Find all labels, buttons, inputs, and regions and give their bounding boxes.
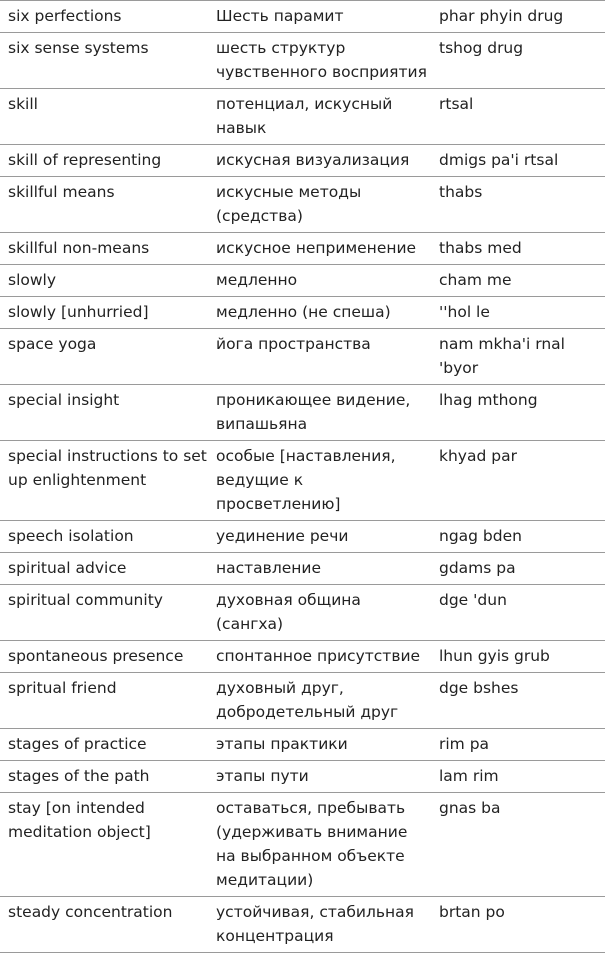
table-row	[0, 793, 605, 897]
english-term: spiritual advice	[8, 559, 127, 577]
english-term-cell	[0, 233, 208, 265]
tibetan-term: brtan po	[439, 903, 505, 921]
tibetan-term: nam mkha'i rnal 'byor	[439, 335, 565, 377]
english-term-cell	[0, 521, 208, 553]
tibetan-term-cell	[431, 385, 605, 441]
russian-translation-cell	[208, 673, 431, 729]
table-row	[0, 641, 605, 673]
russian-translation-cell	[208, 761, 431, 793]
tibetan-term-cell	[431, 329, 605, 385]
russian-translation-cell	[208, 385, 431, 441]
english-term-cell	[0, 441, 208, 521]
tibetan-term: rtsal	[439, 95, 474, 113]
table-row	[0, 385, 605, 441]
english-term-cell	[0, 1, 208, 33]
russian-translation: устойчивая, стабильная концентрация	[216, 903, 415, 945]
russian-translation: медленно (не спеша)	[216, 303, 391, 321]
table-row	[0, 177, 605, 233]
table-row	[0, 33, 605, 89]
english-term-cell	[0, 793, 208, 897]
russian-translation: йога пространства	[216, 335, 371, 353]
english-term: slowly [unhurried]	[8, 303, 149, 321]
tibetan-term-cell	[431, 33, 605, 89]
table-row	[0, 553, 605, 585]
english-term: skillful means	[8, 183, 115, 201]
tibetan-term: gdams pa	[439, 559, 516, 577]
english-term-cell	[0, 641, 208, 673]
english-term: speech isolation	[8, 527, 134, 545]
english-term-cell	[0, 673, 208, 729]
english-term: spiritual community	[8, 591, 163, 609]
table-row	[0, 233, 605, 265]
russian-translation-cell	[208, 641, 431, 673]
english-term: slowly	[8, 271, 57, 289]
english-term: spritual friend	[8, 679, 117, 697]
russian-translation-cell	[208, 89, 431, 145]
russian-translation-cell	[208, 177, 431, 233]
english-term-cell	[0, 297, 208, 329]
english-term: spontaneous presence	[8, 647, 184, 665]
russian-translation-cell	[208, 441, 431, 521]
russian-translation: искусные методы (средства)	[216, 183, 362, 225]
russian-translation-cell	[208, 297, 431, 329]
table-row	[0, 329, 605, 385]
tibetan-term: lhun gyis grub	[439, 647, 550, 665]
table-row	[0, 1, 605, 33]
russian-translation: этапы практики	[216, 735, 348, 753]
tibetan-term: lhag mthong	[439, 391, 538, 409]
table-row	[0, 521, 605, 553]
russian-translation: наставление	[216, 559, 322, 577]
english-term: skill	[8, 95, 38, 113]
table-row	[0, 761, 605, 793]
tibetan-term-cell	[431, 585, 605, 641]
russian-translation-cell	[208, 329, 431, 385]
russian-translation: искусное неприменение	[216, 239, 417, 257]
tibetan-term: tshog drug	[439, 39, 524, 57]
english-term-cell	[0, 761, 208, 793]
russian-translation-cell	[208, 145, 431, 177]
tibetan-term-cell	[431, 177, 605, 233]
tibetan-term-cell	[431, 761, 605, 793]
english-term: six sense systems	[8, 39, 149, 57]
english-term: stay [on intended meditation object]	[8, 799, 151, 841]
english-term-cell	[0, 177, 208, 233]
russian-translation: этапы пути	[216, 767, 309, 785]
table-row	[0, 585, 605, 641]
english-term-cell	[0, 897, 208, 953]
russian-translation-cell	[208, 233, 431, 265]
russian-translation: особые [наставления, ведущие к просветлению]	[216, 447, 396, 513]
english-term-cell	[0, 33, 208, 89]
english-term-cell	[0, 553, 208, 585]
russian-translation: проникающее видение, випашьяна	[216, 391, 411, 433]
tibetan-term: rim pa	[439, 735, 490, 753]
english-term-cell	[0, 89, 208, 145]
russian-translation-cell	[208, 553, 431, 585]
tibetan-term: dmigs pa'i rtsal	[439, 151, 559, 169]
table-row	[0, 297, 605, 329]
tibetan-term-cell	[431, 233, 605, 265]
russian-translation-cell	[208, 897, 431, 953]
tibetan-term-cell	[431, 897, 605, 953]
tibetan-term: thabs med	[439, 239, 522, 257]
english-term: special instructions to set up enlightenment	[8, 447, 207, 489]
russian-translation-cell	[208, 521, 431, 553]
tibetan-term: khyad par	[439, 447, 517, 465]
english-term: stages of the path	[8, 767, 150, 785]
tibetan-term-cell	[431, 729, 605, 761]
tibetan-term: gnas ba	[439, 799, 501, 817]
russian-translation: оставаться, пребывать (удерживать внимание на выбранном объекте медитации)	[216, 799, 408, 889]
table-row	[0, 145, 605, 177]
english-term: six perfections	[8, 7, 122, 25]
tibetan-term-cell	[431, 553, 605, 585]
russian-translation: медленно	[216, 271, 298, 289]
table-row	[0, 729, 605, 761]
russian-translation: потенциал, искусный навык	[216, 95, 393, 137]
tibetan-term: ''hol le	[439, 303, 490, 321]
tibetan-term-cell	[431, 89, 605, 145]
tibetan-term-cell	[431, 145, 605, 177]
table-row	[0, 265, 605, 297]
english-term-cell	[0, 145, 208, 177]
tibetan-term: lam rim	[439, 767, 499, 785]
russian-translation-cell	[208, 729, 431, 761]
tibetan-term: dge bshes	[439, 679, 519, 697]
table-row	[0, 89, 605, 145]
russian-translation-cell	[208, 1, 431, 33]
english-term: stages of practice	[8, 735, 147, 753]
tibetan-term: thabs	[439, 183, 483, 201]
tibetan-term: ngag bden	[439, 527, 522, 545]
english-term: special insight	[8, 391, 120, 409]
russian-translation-cell	[208, 793, 431, 897]
tibetan-term-cell	[431, 265, 605, 297]
english-term: skill of representing	[8, 151, 162, 169]
russian-translation: духовный друг, добродетельный друг	[216, 679, 399, 721]
table-row	[0, 673, 605, 729]
english-term-cell	[0, 265, 208, 297]
tibetan-term-cell	[431, 441, 605, 521]
glossary-body	[0, 1, 605, 953]
russian-translation: искусная визуализация	[216, 151, 410, 169]
english-term-cell	[0, 729, 208, 761]
russian-translation: спонтанное присутствие	[216, 647, 421, 665]
english-term-cell	[0, 329, 208, 385]
tibetan-term-cell	[431, 1, 605, 33]
russian-translation: уединение речи	[216, 527, 349, 545]
tibetan-term-cell	[431, 641, 605, 673]
russian-translation: Шесть парамит	[216, 7, 344, 25]
tibetan-term-cell	[431, 673, 605, 729]
table-row	[0, 897, 605, 953]
tibetan-term-cell	[431, 521, 605, 553]
russian-translation: шесть структур чувственного восприятия	[216, 39, 427, 81]
english-term-cell	[0, 585, 208, 641]
tibetan-term: phar phyin drug	[439, 7, 564, 25]
english-term: steady concentration	[8, 903, 173, 921]
english-term-cell	[0, 385, 208, 441]
tibetan-term: cham me	[439, 271, 512, 289]
english-term: skillful non-means	[8, 239, 150, 257]
tibetan-term: dge 'dun	[439, 591, 507, 609]
tibetan-term-cell	[431, 297, 605, 329]
english-term: space yoga	[8, 335, 97, 353]
russian-translation: духовная община (сангха)	[216, 591, 361, 633]
tibetan-term-cell	[431, 793, 605, 897]
russian-translation-cell	[208, 265, 431, 297]
table-row	[0, 441, 605, 521]
russian-translation-cell	[208, 33, 431, 89]
russian-translation-cell	[208, 585, 431, 641]
